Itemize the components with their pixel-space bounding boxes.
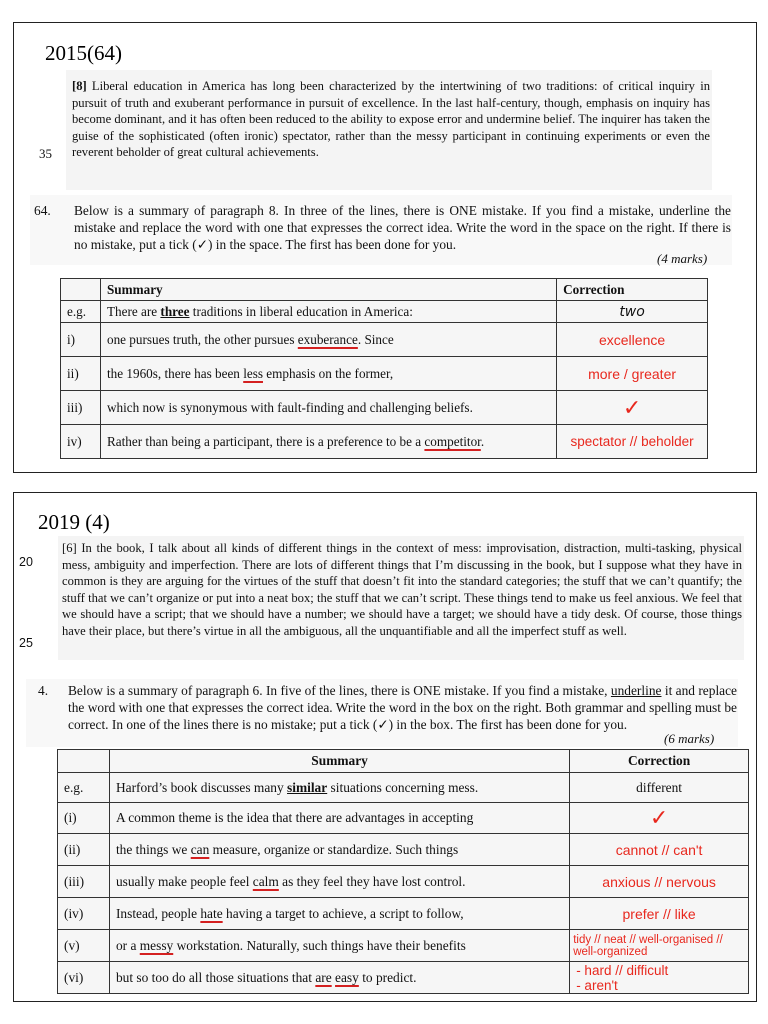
- table-row: [58, 930, 749, 962]
- tick-mark: ✓: [570, 803, 749, 834]
- correction-cell: prefer // like: [570, 898, 749, 930]
- correction-cell: [570, 962, 749, 994]
- text-segment: Harford’s book discusses many: [115, 779, 288, 795]
- summary-table: [60, 278, 708, 459]
- correction-cell: excellence: [557, 323, 708, 357]
- mistake-word: hate: [200, 905, 223, 921]
- label-header: [61, 279, 101, 301]
- table-row: [61, 425, 708, 459]
- correction-cell: spectator // beholder: [557, 425, 708, 459]
- summary-line: [109, 962, 569, 994]
- summary-line: [100, 301, 556, 323]
- mistake-word: exuberance: [297, 331, 358, 347]
- summary-line: A common theme is the idea that there are advantages in accepting: [109, 803, 569, 834]
- paragraph-number: [6]: [62, 541, 77, 555]
- passage-paragraph-8: [66, 70, 712, 190]
- text-segment: usually make people feel: [115, 873, 253, 889]
- row-label: e.g.: [58, 773, 110, 803]
- text-segment: the things we: [115, 841, 191, 857]
- table-row: [58, 803, 749, 834]
- table-row: [61, 357, 708, 391]
- text-segment: . Since: [357, 331, 394, 347]
- mistake-word: similar: [287, 779, 328, 795]
- text-segment: Rather than being a participant, there is a preference to be a: [106, 433, 425, 449]
- row-label: (i): [58, 803, 110, 834]
- tick-mark: ✓: [557, 391, 708, 425]
- question-number: 4.: [38, 683, 49, 698]
- correction-cell: two: [557, 301, 708, 323]
- correction-line: - hard // difficult: [576, 962, 669, 978]
- section-2015: [13, 22, 757, 473]
- passage-paragraph-6: [58, 536, 744, 660]
- text-segment: situations concerning mess.: [327, 779, 479, 795]
- table-row: [61, 301, 708, 323]
- table-row: [58, 866, 749, 898]
- correction-header: Correction: [557, 279, 708, 301]
- row-label: (v): [58, 930, 110, 962]
- summary-line: [109, 866, 569, 898]
- question-instructions: [68, 683, 737, 733]
- correction-header: Correction: [570, 750, 749, 773]
- underlined-word: underline: [610, 683, 662, 698]
- summary-line: [100, 425, 556, 459]
- table-row: [58, 773, 749, 803]
- row-label: (iii): [58, 866, 110, 898]
- line-number: 35: [39, 146, 52, 161]
- paragraph-text: In the book, I talk about all kinds of different things in the context of mess: improvisation, distraction, multi-tasking, physical mess, ambiguity and imperfection. There are lots of different things that I’m discussing in the book, but I suppose what they have in common is they are arguing for the virtues of the stuff that doesn’t fit into the standard categories; the stuff that we can’t quantify; the stuff that we can’t organize or put into a neat box; the stuff that we can’t script. These things tend to make us feel anxious. We feel that we should have a script; that we should have a number; we should have a target; we should have a tidy desk. Of course, those things have their place, but there’s virtue in all the ambiguous, all the unquantifiable and all the imperfect stuff as well.: [62, 541, 742, 638]
- correction-cell: anxious // nervous: [570, 866, 749, 898]
- table-header-row: [61, 279, 708, 301]
- marks-label: (6 marks): [664, 731, 715, 746]
- summary-line: [109, 773, 569, 803]
- summary-header: Summary: [109, 750, 569, 773]
- text-segment: workstation. Naturally, such things have their benefits: [173, 937, 466, 953]
- correction-cell: tidy // neat // well-organised // well-organized: [570, 930, 749, 962]
- text-segment: traditions in liberal education in America:: [189, 303, 413, 319]
- correction-line: - aren't: [576, 977, 618, 993]
- row-label: (vi): [58, 962, 110, 994]
- text-segment: as they feel they have lost control.: [278, 873, 466, 889]
- text-segment: .: [480, 433, 485, 449]
- text-segment: or a: [115, 937, 140, 953]
- mistake-word: easy: [335, 969, 359, 985]
- line-number: 20: [19, 555, 33, 569]
- mistake-word: competitor: [424, 433, 481, 449]
- summary-line: [109, 834, 569, 866]
- row-label: (ii): [58, 834, 110, 866]
- table-row: [61, 323, 708, 357]
- mistake-word: are: [315, 969, 332, 985]
- paragraph-number: [8]: [72, 79, 87, 93]
- mistake-word: messy: [139, 937, 174, 953]
- text-segment: Instead, people: [115, 905, 201, 921]
- text-segment: the 1960s, there has been: [106, 365, 244, 381]
- text-segment: emphasis on the former,: [262, 365, 394, 381]
- summary-line: [109, 898, 569, 930]
- mistake-word: calm: [252, 873, 279, 889]
- table-row: [58, 898, 749, 930]
- section-heading: 2019 (4): [38, 510, 110, 534]
- row-label: i): [61, 323, 101, 357]
- text-segment: There are: [106, 303, 161, 319]
- question-4: [26, 679, 738, 747]
- label-header: [58, 750, 110, 773]
- section-2019: [13, 492, 757, 1002]
- section-heading: 2015(64): [45, 41, 122, 65]
- table-row: [58, 834, 749, 866]
- text-segment: having a target to achieve, a script to follow,: [222, 905, 464, 921]
- row-label: iii): [61, 391, 101, 425]
- text-segment: one pursues truth, the other pursues: [106, 331, 298, 347]
- text-segment: measure, organize or standardize. Such things: [209, 841, 459, 857]
- correction-cell: different: [570, 773, 749, 803]
- text-segment: but so too do all those situations that: [115, 969, 316, 985]
- row-label: e.g.: [61, 301, 101, 323]
- line-number: 25: [19, 636, 33, 650]
- question-number: 64.: [34, 203, 51, 218]
- table-header-row: [58, 750, 749, 773]
- correction-cell: more / greater: [557, 357, 708, 391]
- row-label: iv): [61, 425, 101, 459]
- marks-label: (4 marks): [657, 251, 708, 266]
- summary-line: [100, 357, 556, 391]
- mistake-word: less: [243, 365, 263, 381]
- row-label: (iv): [58, 898, 110, 930]
- summary-line: [100, 323, 556, 357]
- table-row: [61, 391, 708, 425]
- text-segment: to predict.: [358, 969, 417, 985]
- summary-header: Summary: [100, 279, 556, 301]
- question-64: [30, 195, 732, 265]
- table-row: [58, 962, 749, 994]
- correction-cell: cannot // can't: [570, 834, 749, 866]
- mistake-word: three: [160, 303, 190, 319]
- row-label: ii): [61, 357, 101, 391]
- paragraph-text: Liberal education in America has long been characterized by the intertwining of two traditions: of critical inquiry in pursuit of truth and exuberant performance in pursuit of excellence. In the last half-century, though, emphasis on inquiry has become dominant, and it has often been reduced to the ability to expose error and undermine belief. The inquirer has taken the guise of the sophisticated (often ironic) spectator, rather than the messy participant in continuing experiments or even the reverent beholder of great cultural achievements.: [72, 79, 710, 160]
- summary-line: [109, 930, 569, 962]
- question-instructions: Below is a summary of paragraph 8. In three of the lines, there is ONE mistake. If you find a mistake, underline the mistake and replace the word with one that expresses the correct idea. Write the word in the space on the right. If there is no mistake, put a tick (✓) in the space. The first has been done for you.: [74, 203, 731, 252]
- summary-line: which now is synonymous with fault-finding and challenging beliefs.: [100, 391, 556, 425]
- summary-table: [57, 749, 749, 994]
- text-segment: it and replace the word with one that expresses the correct idea. Write the word in the box on the right. Both grammar and spelling must be correct. In one of the lines there is no mistake; put a tick (✓) in the box. The first has been done for you.: [68, 683, 737, 732]
- mistake-word: can: [190, 841, 210, 857]
- text-segment: Below is a summary of paragraph 6. In five of the lines, there is ONE mistake. If you find a mistake,: [68, 683, 611, 698]
